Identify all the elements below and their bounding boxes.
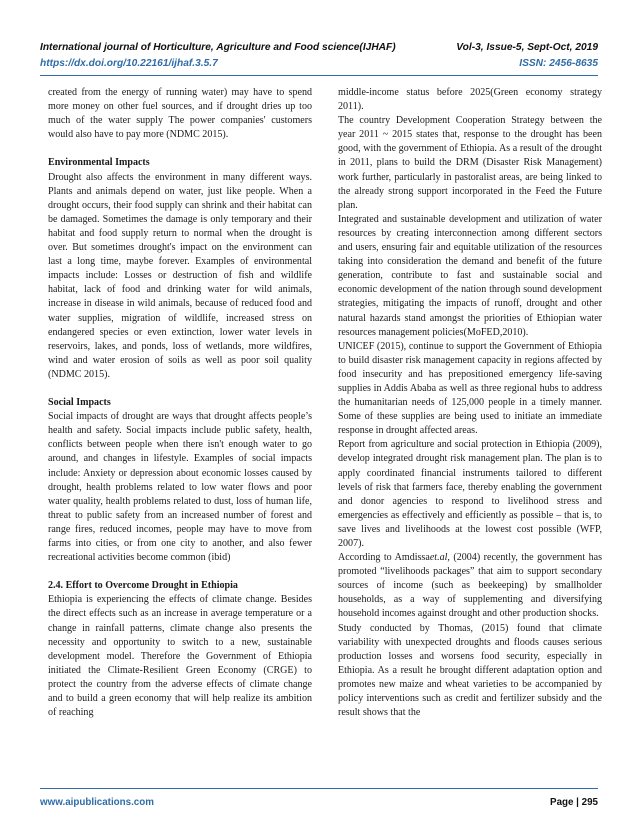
issn: ISSN: 2456-8635 (519, 58, 598, 69)
paragraph: Study conducted by Thomas, (2015) found that climate variability with unexpected droughts and floods causes serious production losses and worsens food security, especially in Ethiopia. As a result he brought different adaptation option and promotes new maize and wheat varieties to be accompanied by policy interventions such as credit and fertilizer subsidy and the result shows that the (338, 622, 602, 719)
journal-title: International journal of Horticulture, Agriculture and Food science(IJHAF) (40, 42, 396, 53)
footer-divider (40, 788, 598, 789)
paragraph-text: , (2004) recently, the government has promoted “livelihoods packages” that aim to support secondary sources of income (such as beekeeping) by smallholder households, as a way of supplementing and diversifying household incomes against drought and other production shocks. (338, 552, 602, 620)
section-heading-social: Social Impacts (48, 397, 111, 409)
website-link[interactable]: www.aipublications.com (40, 797, 154, 808)
paragraph (338, 551, 602, 621)
citation-etal: et.al (429, 552, 448, 564)
paragraph: Drought also affects the environment in many different ways. Plants and animals depend on water, just like people. When a drought occurs, their food supply can shrink and their habitat can be damaged. Sometimes the damage is only temporary and their habitat and food supply return to normal when the drought is over. But sometimes drought's impact on the environment can last a long time, maybe forever. Examples of environmental impacts include: Losses or destruction of fish and wildlife habitat, lack of food and drinking water for wild animals, increase in disease in wild animals, because of reduced food and water supplies, migration of wildlife, increased stress on endangered species or even extinction, lower water levels in reservoirs, lakes, and ponds, loss of wetlands, more wildfires, wind and water erosion of soils as well as poor soil quality (NDMC 2015). (48, 171, 312, 380)
doi-link[interactable]: https://dx.doi.org/10.22161/ijhaf.3.5.7 (40, 58, 218, 69)
paragraph: middle-income status before 2025(Green economy strategy 2011). (338, 87, 602, 113)
paragraph: Integrated and sustainable development and utilization of water resources by creating interconnection among different sectors and users, ensuring fair and equitable utilization of the resources taking into consideration the demand and benefit of the future generation, contribute to fast and sustainable social and economic development of the nation through sound development strategies, mitigating the impacts of runoff, drought and other natural hazards stand amongst the priorities of Ethiopian water resources management policies(MoFED,2010). (338, 213, 602, 338)
paragraph: The country Development Cooperation Strategy between the year 2011 ~ 2015 states that, response to the drought has been good, with the government of Ethiopia. As a result of the drought in 2011, plans to build the DRM (Disaster Risk Management) work further, particularly in pastoralist areas, are being linked to the already strong support incorporated in the Feed the Future plan. (338, 115, 602, 211)
paragraph: UNICEF (2015), continue to support the Government of Ethiopia to build disaster risk management capacity in regions affected by food insecurity and has prepositioned emergency life-saving supplies in Addis Ababa as well as three regional hubs to address the humanitarian needs of 125,000 people in a timely manner. Some of these supplies are being used to initiate an immediate response in drought affected areas. (338, 340, 602, 437)
volume-issue: Vol-3, Issue-5, Sept-Oct, 2019 (456, 42, 598, 53)
right-column (338, 86, 602, 720)
paragraph: Social impacts of drought are ways that drought affects people’s health and safety. Social impacts include public safety, health, conflicts between people when there isn't enough water to go around, and changes in lifestyle. Examples of social impacts include: Anxiety or depression about economic losses caused by drought, health problems related to low water flows and poor water quality, health problems related to dust, loss of human life, threat to public safety from an increased number of forest and range fires, reduced incomes, people may have to move from farms into cities, or from one city to another, and also fewer recreational activities become common (ibid) (48, 411, 312, 564)
header-divider (40, 75, 598, 76)
paragraph: Ethiopia is experiencing the effects of climate change. Besides the direct effects such as an increase in average temperature or a change in rainfall patterns, climate change also presents the necessity and opportunity to switch to a new, sustainable development model. Therefore the Government of Ethiopia initiated the Climate-Resilient Green Economy (CRGE) to protect the country from the adverse effects of climate change and to build a green economy that will help realize its ambition of reaching (48, 594, 312, 719)
page-number: Page | 295 (550, 797, 598, 808)
left-column (48, 86, 312, 720)
section-heading-environmental: Environmental Impacts (48, 157, 150, 169)
citation-author: According to Amdissa (338, 552, 430, 564)
paragraph: Report from agriculture and social protection in Ethiopia (2009), develop integrated drought risk management plan. The plan is to apply coordinated financial instruments tailored to different levels of risk that farmers face, thereby enabling the government and donor agencies to respond to livelihood stress and emergencies as effectively and efficiently as possible – that is, to save lives and livelihoods at the lowest cost possible (WFP, 2007). (338, 439, 602, 549)
article-body (48, 86, 602, 776)
paragraph: created from the energy of running water) may have to spend more money on other fuel sources, and if drought dries up too much of the water supply The power companies' customers would also have to pay more (NDMC 2015). (48, 87, 312, 141)
section-heading-effort: 2.4. Effort to Overcome Drought in Ethiopia (48, 580, 238, 592)
